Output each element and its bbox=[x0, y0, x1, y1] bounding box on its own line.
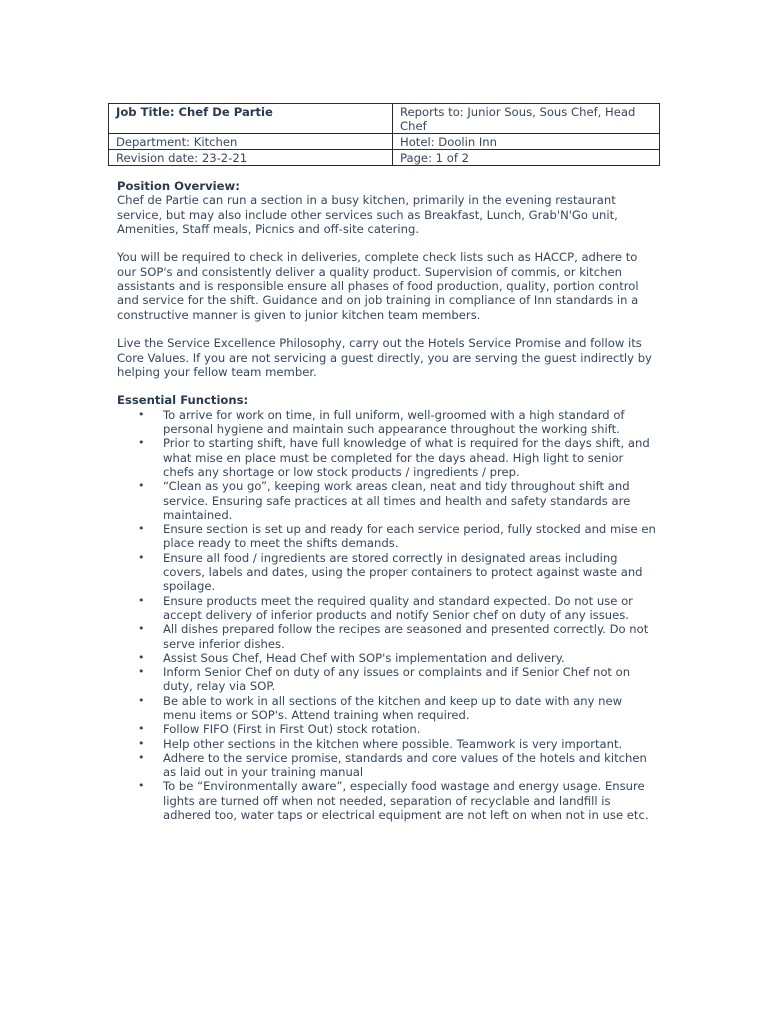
page-number: Page: 1 of 2 bbox=[393, 150, 660, 166]
list-item-text: Be able to work in all sections of the kitchen and keep up to date with any new menu items or SOP's. Attend training when required. bbox=[163, 693, 623, 722]
list-item-text: To be “Environmentally aware”, especially food wastage and energy usage. Ensure lights are turned off when not needed, separation of recyclable and landfill is adhered too, water taps or electrical equipment are not left on when not in use etc. bbox=[163, 779, 649, 823]
revision-date: Revision date: 23-2-21 bbox=[109, 150, 393, 166]
bullet-icon: • bbox=[138, 550, 145, 564]
bullet-icon: • bbox=[138, 750, 145, 764]
list-item-text: Ensure section is set up and ready for each service period, fully stocked and mise en place ready to meet the shifts demands. bbox=[163, 522, 656, 551]
list-item bbox=[117, 408, 657, 437]
list-item-text: “Clean as you go”, keeping work areas clean, neat and tidy throughout shift and service. Ensuring safe practices at all times and health and safety standards are maintained. bbox=[163, 479, 631, 522]
list-item bbox=[117, 737, 657, 751]
list-item-text: Prior to starting shift, have full knowledge of what is required for the days shift, and what mise en place must be completed for the days ahead. High light to senior chefs any shortage or low stock products / ingredients / prep. bbox=[163, 436, 650, 479]
functions-heading: Essential Functions: bbox=[117, 393, 249, 408]
hotel: Hotel: Doolin Inn bbox=[393, 134, 660, 150]
reports-to: Reports to: Junior Sous, Sous Chef, Head Chef bbox=[393, 104, 660, 134]
list-item bbox=[117, 665, 657, 694]
list-item-text: Ensure all food / ingredients are stored correctly in designated areas including covers, labels and dates, using the proper containers to protect against waste and spoilage. bbox=[163, 550, 643, 594]
bullet-icon: • bbox=[138, 736, 145, 750]
list-item bbox=[117, 479, 657, 522]
bullet-icon: • bbox=[138, 693, 145, 707]
department: Department: Kitchen bbox=[109, 134, 393, 150]
list-item bbox=[117, 779, 657, 822]
bullet-icon: • bbox=[138, 436, 145, 450]
overview-paragraph: You will be required to check in deliveries, complete check lists such as HACCP, adhere to our SOP's and consistently deliver a quality product. Supervision of commis, or kitchen assistants and is responsible ensure all phases of food production, quality, portion control and service for the shift. Guidance and on job training in compliance of Inn standards in a constructive manner is given to junior kitchen team members. bbox=[117, 250, 639, 322]
list-item bbox=[117, 436, 657, 479]
bullet-icon: • bbox=[138, 722, 145, 736]
bullet-icon: • bbox=[138, 779, 145, 793]
job-header-table bbox=[108, 103, 660, 166]
bullet-icon: • bbox=[138, 622, 145, 636]
list-item bbox=[117, 551, 657, 594]
list-item-text: Adhere to the service promise, standards and core values of the hotels and kitchen as laid out in your training manual bbox=[163, 750, 647, 780]
document-body bbox=[117, 179, 657, 822]
list-item-text: Ensure products meet the required quality and standard expected. Do not use or accept delivery of inferior products and notify Senior chef on duty of any issues. bbox=[163, 593, 633, 622]
bullet-icon: • bbox=[138, 407, 145, 421]
bullet-icon: • bbox=[138, 522, 145, 536]
overview-heading: Position Overview: bbox=[117, 179, 240, 193]
list-item bbox=[117, 694, 657, 723]
list-item-text: Inform Senior Chef on duty of any issues or complaints and if Senior Chef not on duty, relay via SOP. bbox=[163, 665, 631, 694]
list-item-text: Help other sections in the kitchen where possible. Teamwork is very important. bbox=[163, 736, 623, 751]
list-item-text: Assist Sous Chef, Head Chef with SOP's implementation and delivery. bbox=[163, 650, 565, 665]
list-item bbox=[117, 594, 657, 623]
bullet-icon: • bbox=[138, 479, 145, 493]
list-item-text: Follow FIFO (First in First Out) stock rotation. bbox=[163, 722, 421, 737]
list-item bbox=[117, 751, 657, 780]
job-title: Job Title: Chef De Partie bbox=[109, 104, 393, 134]
list-item-text: All dishes prepared follow the recipes are seasoned and presented correctly. Do not serve inferior dishes. bbox=[163, 622, 649, 651]
bullet-icon: • bbox=[138, 665, 145, 679]
functions-list bbox=[117, 408, 657, 823]
bullet-icon: • bbox=[138, 650, 145, 664]
list-item-text: To arrive for work on time, in full uniform, well-groomed with a high standard of personal hygiene and maintain such appearance throughout the working shift. bbox=[163, 407, 625, 437]
list-item bbox=[117, 722, 657, 736]
bullet-icon: • bbox=[138, 593, 145, 607]
overview-paragraph: Live the Service Excellence Philosophy, carry out the Hotels Service Promise and follow its Core Values. If you are not servicing a guest directly, you are serving the guest indirectly by helping your fellow team member. bbox=[117, 336, 652, 379]
overview-paragraph: Chef de Partie can run a section in a busy kitchen, primarily in the evening restaurant service, but may also include other services such as Breakfast, Lunch, Grab'N'Go unit, Amenities, Staff meals, Picnics and off-site catering. bbox=[117, 193, 618, 236]
list-item bbox=[117, 651, 657, 665]
list-item bbox=[117, 522, 657, 551]
list-item bbox=[117, 622, 657, 651]
